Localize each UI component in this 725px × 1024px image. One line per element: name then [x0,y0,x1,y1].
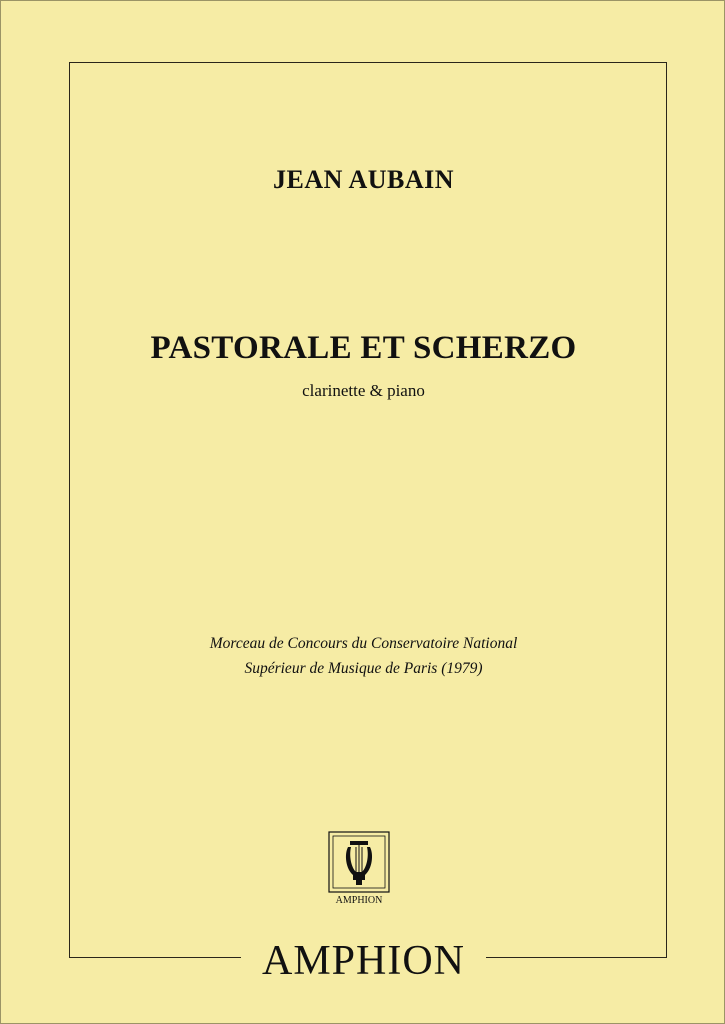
work-title: PASTORALE ET SCHERZO [150,330,577,366]
logo-label: AMPHION [335,895,383,906]
lyre-emblem-icon [326,829,392,895]
publisher-row [1,935,725,987]
cover-frame [69,62,667,958]
instrumentation: clarinette & piano [302,381,425,400]
composer-name: JEAN AUBAIN [272,165,455,194]
dedication-line-2: Supérieur de Musique de Paris (1979) [244,660,483,677]
dedication-line-1: Morceau de Concours du Conservatoire National [209,635,518,652]
publisher-logo [326,829,392,913]
publisher-name: AMPHION [241,935,486,987]
